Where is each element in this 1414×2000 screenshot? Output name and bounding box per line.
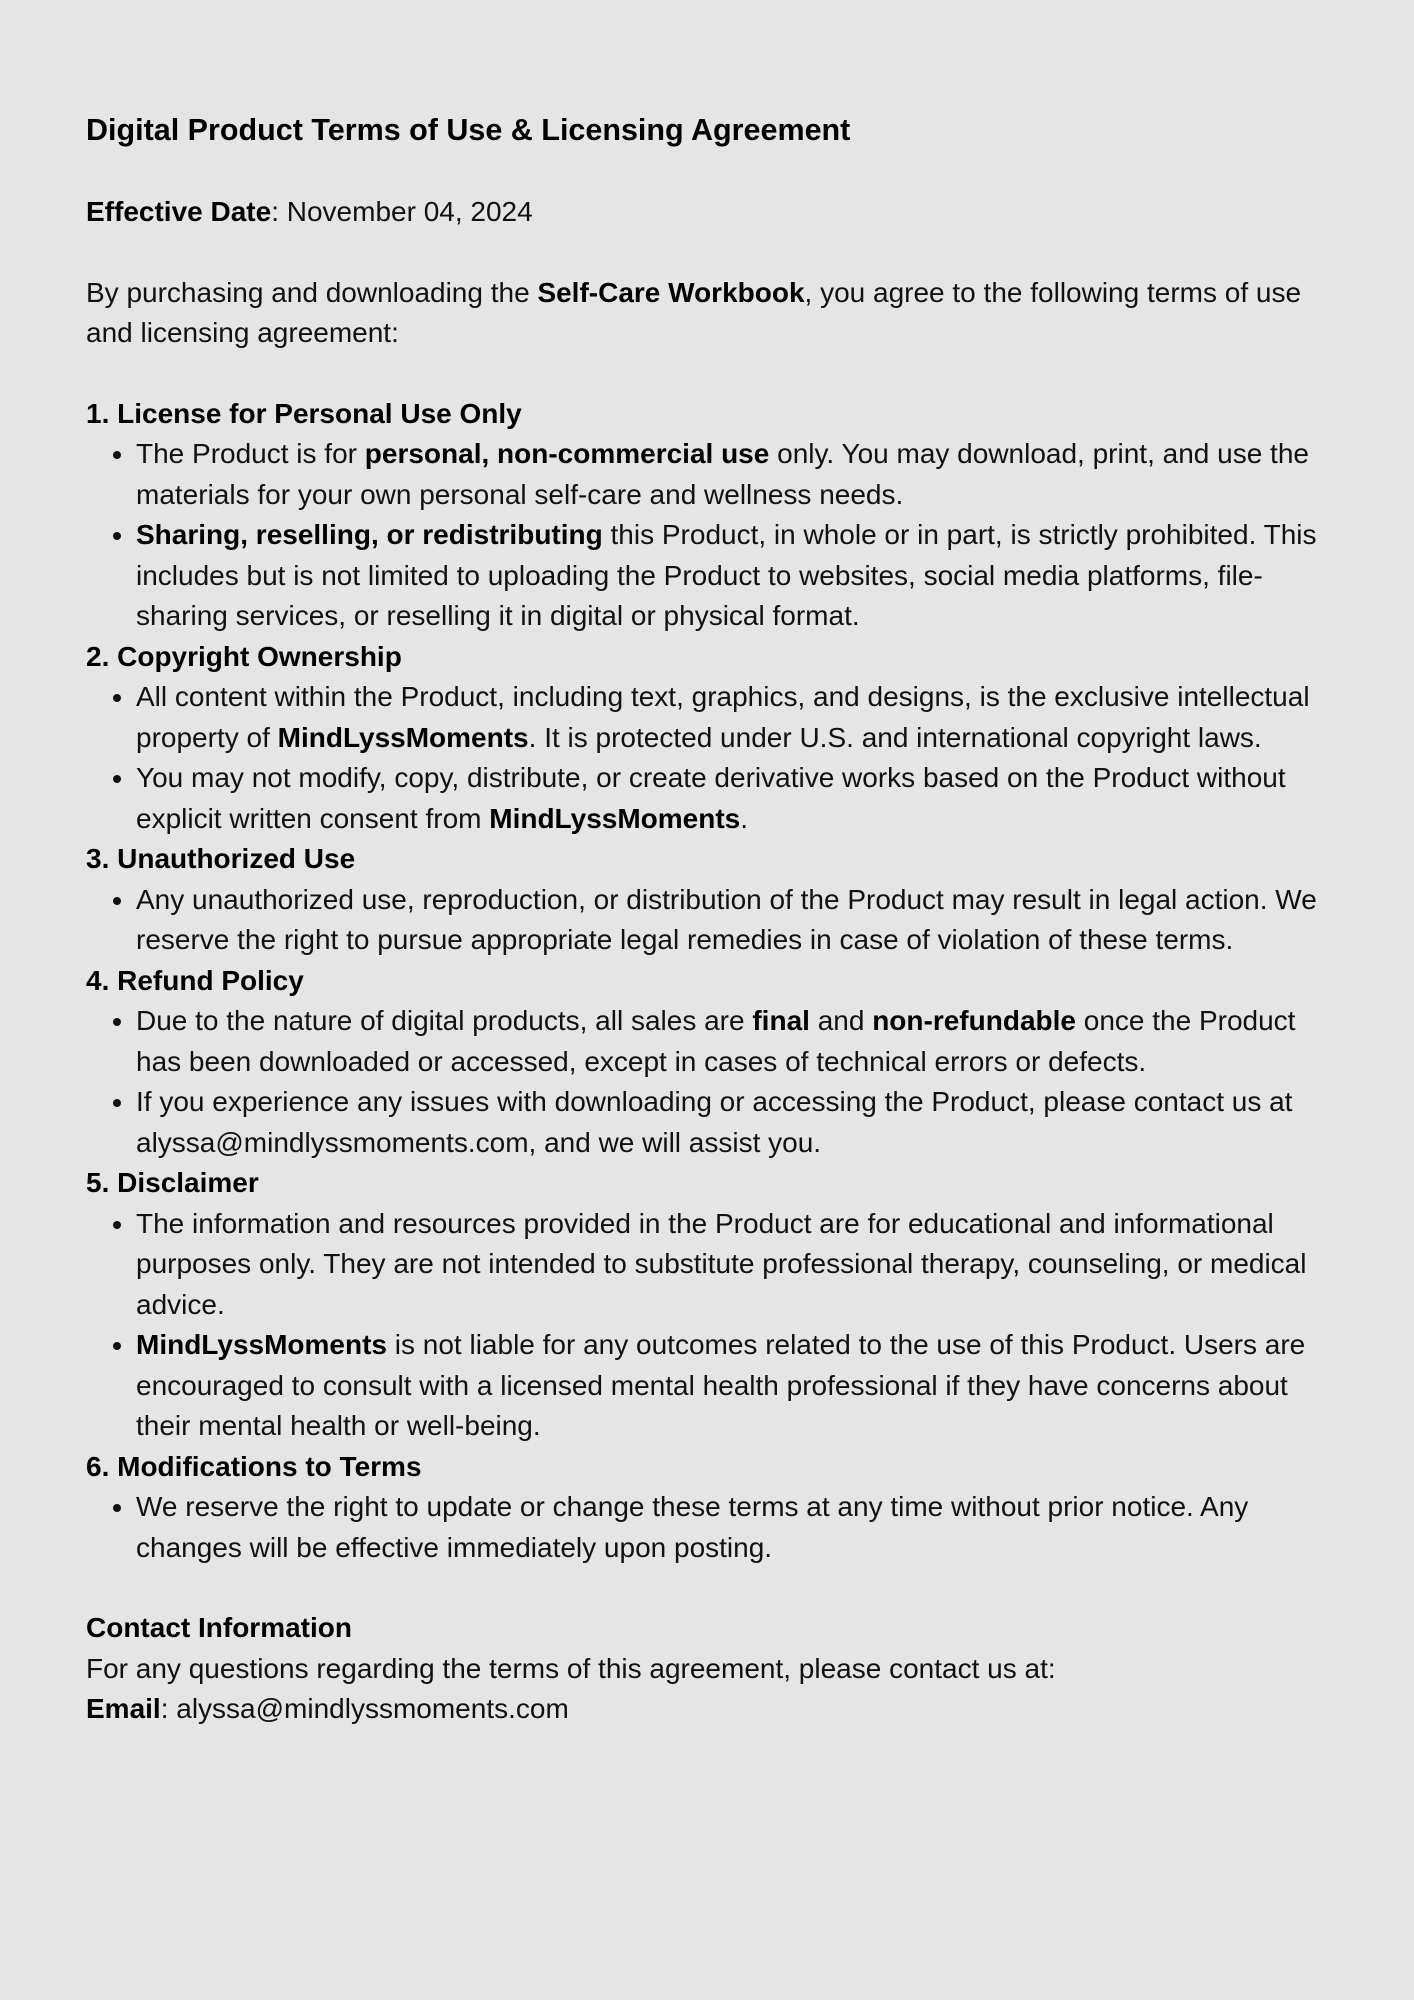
contact-title: Contact Information: [86, 1612, 352, 1643]
email-address: alyssa@mindlyssmoments.com: [176, 1693, 569, 1724]
bold-text: MindLyssMoments: [277, 721, 529, 753]
list-item: • If you experience any issues with downloading or accessing the Product, please contact us at alyssa@mindlyssmoments.com, and we will assist you.: [136, 1082, 1328, 1163]
text-run: and: [809, 1005, 873, 1036]
product-name: Self-Care Workbook: [537, 276, 805, 308]
effective-date-separator: :: [271, 196, 287, 227]
section-title: 1. License for Personal Use Only: [86, 397, 522, 429]
bullet-list: [86, 1001, 1328, 1163]
email-separator: :: [160, 1693, 177, 1724]
bullet-list: [86, 880, 1328, 961]
section-refund-policy: [86, 961, 1328, 1164]
email-label: Email: [86, 1693, 161, 1724]
bold-text: non-refundable: [872, 1005, 1076, 1036]
text-run: once the Product has been downloaded or accessed, except in cases of technical errors or defects.: [136, 1005, 1296, 1077]
bold-text: MindLyssMoments: [136, 1329, 387, 1360]
section-title: 6. Modifications to Terms: [86, 1450, 422, 1482]
document-title: Digital Product Terms of Use & Licensing Agreement: [86, 113, 851, 147]
list-item: [136, 515, 1328, 637]
section-title: 5. Disclaimer: [86, 1167, 259, 1198]
section-modifications: [86, 1447, 1328, 1569]
section-title: 4. Refund Policy: [86, 964, 304, 996]
text-run: The Product is for: [136, 438, 365, 469]
section-title: 3. Unauthorized Use: [86, 843, 356, 874]
list-item: [136, 1325, 1328, 1447]
text-run: .: [740, 802, 749, 834]
contact-section: [86, 1608, 1328, 1730]
text-run: You may not modify, copy, distribute, or create derivative works based on the Product without explicit written consent from: [136, 762, 1286, 834]
section-disclaimer: [86, 1163, 1328, 1447]
list-item: [136, 1001, 1328, 1082]
intro-text-start: By purchasing and downloading the: [86, 276, 538, 308]
list-item: [136, 758, 1328, 839]
list-item: • Any unauthorized use, reproduction, or distribution of the Product may result in legal action. We reserve the right to pursue appropriate legal remedies in case of violation of these terms.: [136, 880, 1328, 961]
bullet-list: [86, 1204, 1328, 1447]
text-run: only. You may download, print, and use the materials for your own personal self-care and wellness needs.: [136, 438, 1309, 510]
bold-text: personal, non-commercial use: [364, 438, 770, 469]
section-title: 2. Copyright Ownership: [86, 640, 402, 672]
terms-sections: [86, 394, 1328, 1569]
section-copyright: [86, 637, 1328, 840]
bullet-list: [86, 434, 1328, 637]
bold-text: final: [752, 1005, 810, 1036]
text-run: . It is protected under U.S. and international copyright laws.: [528, 721, 1262, 753]
contact-text: For any questions regarding the terms of this agreement, please contact us at:: [86, 1652, 1056, 1684]
list-item: [136, 434, 1328, 515]
intro-text-end: , you agree to the following terms of use and licensing agreement:: [86, 276, 1302, 348]
section-unauthorized-use: [86, 839, 1328, 961]
text-run: All content within the Product, including text, graphics, and designs, is the exclusive intellectual property of: [136, 681, 1310, 753]
text-run: is not liable for any outcomes related to the use of this Product. Users are encouraged to consult with a licensed mental health professional if they have concerns about their mental health or well-being.: [136, 1329, 1306, 1441]
list-item: • We reserve the right to update or change these terms at any time without prior notice. Any changes will be effective immediately upon posting.: [136, 1487, 1328, 1568]
bold-text: MindLyssMoments: [489, 802, 741, 834]
effective-date-label: Effective Date: [86, 196, 272, 227]
effective-date-value: November 04, 2024: [286, 196, 533, 227]
bold-text: Sharing, reselling, or redistributing: [136, 519, 603, 550]
section-license: [86, 394, 1328, 637]
text-run: this Product, in whole or in part, is strictly prohibited. This includes but is not limited to uploading the Product to websites, social media platforms, file-sharing services, or reselling it in digital or physical format.: [136, 519, 1317, 631]
bullet-list: [86, 1487, 1328, 1568]
intro-paragraph: [86, 273, 1328, 354]
effective-date-line: [86, 192, 1328, 233]
list-item: • The information and resources provided in the Product are for educational and informational purposes only. They are not intended to substitute professional therapy, counseling, or medical advice.: [136, 1204, 1328, 1326]
contact-email-line: [86, 1689, 1328, 1730]
text-run: Due to the nature of digital products, all sales are: [136, 1005, 753, 1036]
list-item: [136, 677, 1328, 758]
bullet-list: [86, 677, 1328, 839]
